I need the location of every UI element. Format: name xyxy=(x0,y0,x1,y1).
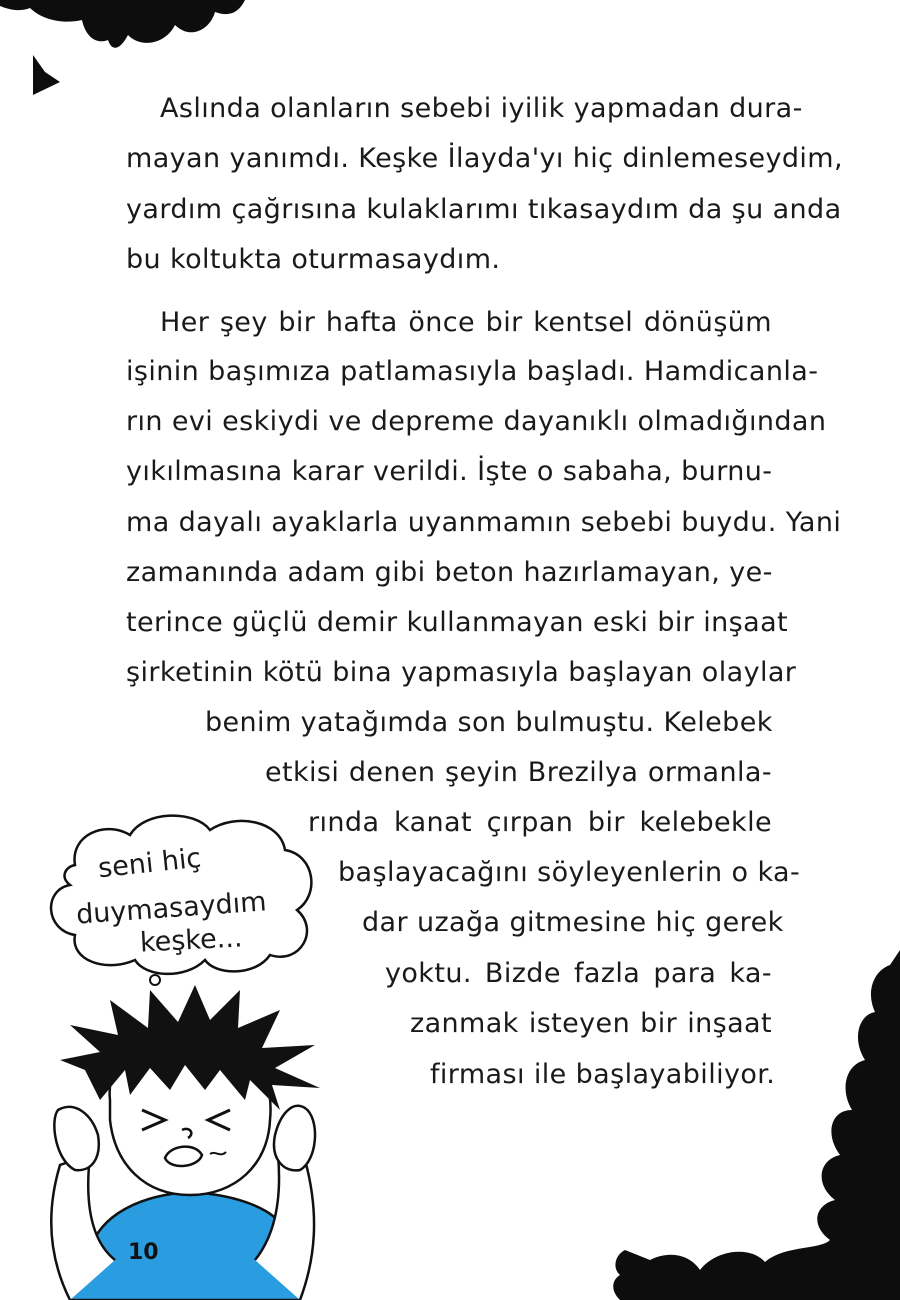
text-line: benim yatağımda son bulmuştu. Kelebek xyxy=(205,707,773,738)
speech-bubble-line-3: keşke... xyxy=(139,922,244,959)
text-line: işinin başımıza patlamasıyla başladı. Hamdicanla- xyxy=(126,356,819,387)
text-line: yıkılmasına karar verildi. İşte o sabaha, burnu- xyxy=(126,456,773,487)
text-line: rında kanat çırpan bir kelebekle xyxy=(308,807,772,838)
bottom-cloud-decoration xyxy=(590,950,900,1300)
text-line: şirketinin kötü bina yapmasıyla başlayan olaylar xyxy=(126,657,797,688)
text-line: mayan yanımdı. Keşke İlayda'yı hiç dinlemeseydim, xyxy=(126,143,843,174)
text-line: zamanında adam gibi beton hazırlamayan, ye- xyxy=(126,557,773,588)
text-line: firması ile başlayabiliyor. xyxy=(430,1059,776,1090)
text-line: bu koltukta oturmasaydım. xyxy=(126,244,501,275)
text-line: ma dayalı ayaklarla uyanmamın sebebi buydu. Yani xyxy=(126,507,842,538)
text-line: Aslında olanların sebebi iyilik yapmadan dura- xyxy=(160,93,803,124)
text-line: dar uzağa gitmesine hiç gerek xyxy=(362,907,784,938)
text-line: zanmak isteyen bir inşaat xyxy=(410,1008,772,1039)
text-line: yoktu. Bizde fazla para ka- xyxy=(385,958,772,989)
speech-bubble-line-1: seni hiç xyxy=(96,842,203,885)
text-line: etkisi denen şeyin Brezilya ormanla- xyxy=(265,757,772,788)
text-line: rın evi eskiydi ve depreme dayanıklı olmadığından xyxy=(126,406,827,437)
text-line: Her şey bir hafta önce bir kentsel dönüşüm xyxy=(160,307,772,338)
page-number: 10 xyxy=(128,1240,159,1265)
text-line: yardım çağrısına kulaklarımı tıkasaydım da şu anda xyxy=(126,194,842,225)
boy-covering-ears-illustration xyxy=(30,960,370,1300)
text-line: terince güçlü demir kullanmayan eski bir inşaat xyxy=(126,607,789,638)
text-line: başlayacağını söyleyenlerin o ka- xyxy=(338,857,801,888)
speech-bubble-line-2: duymasaydım xyxy=(75,886,268,931)
